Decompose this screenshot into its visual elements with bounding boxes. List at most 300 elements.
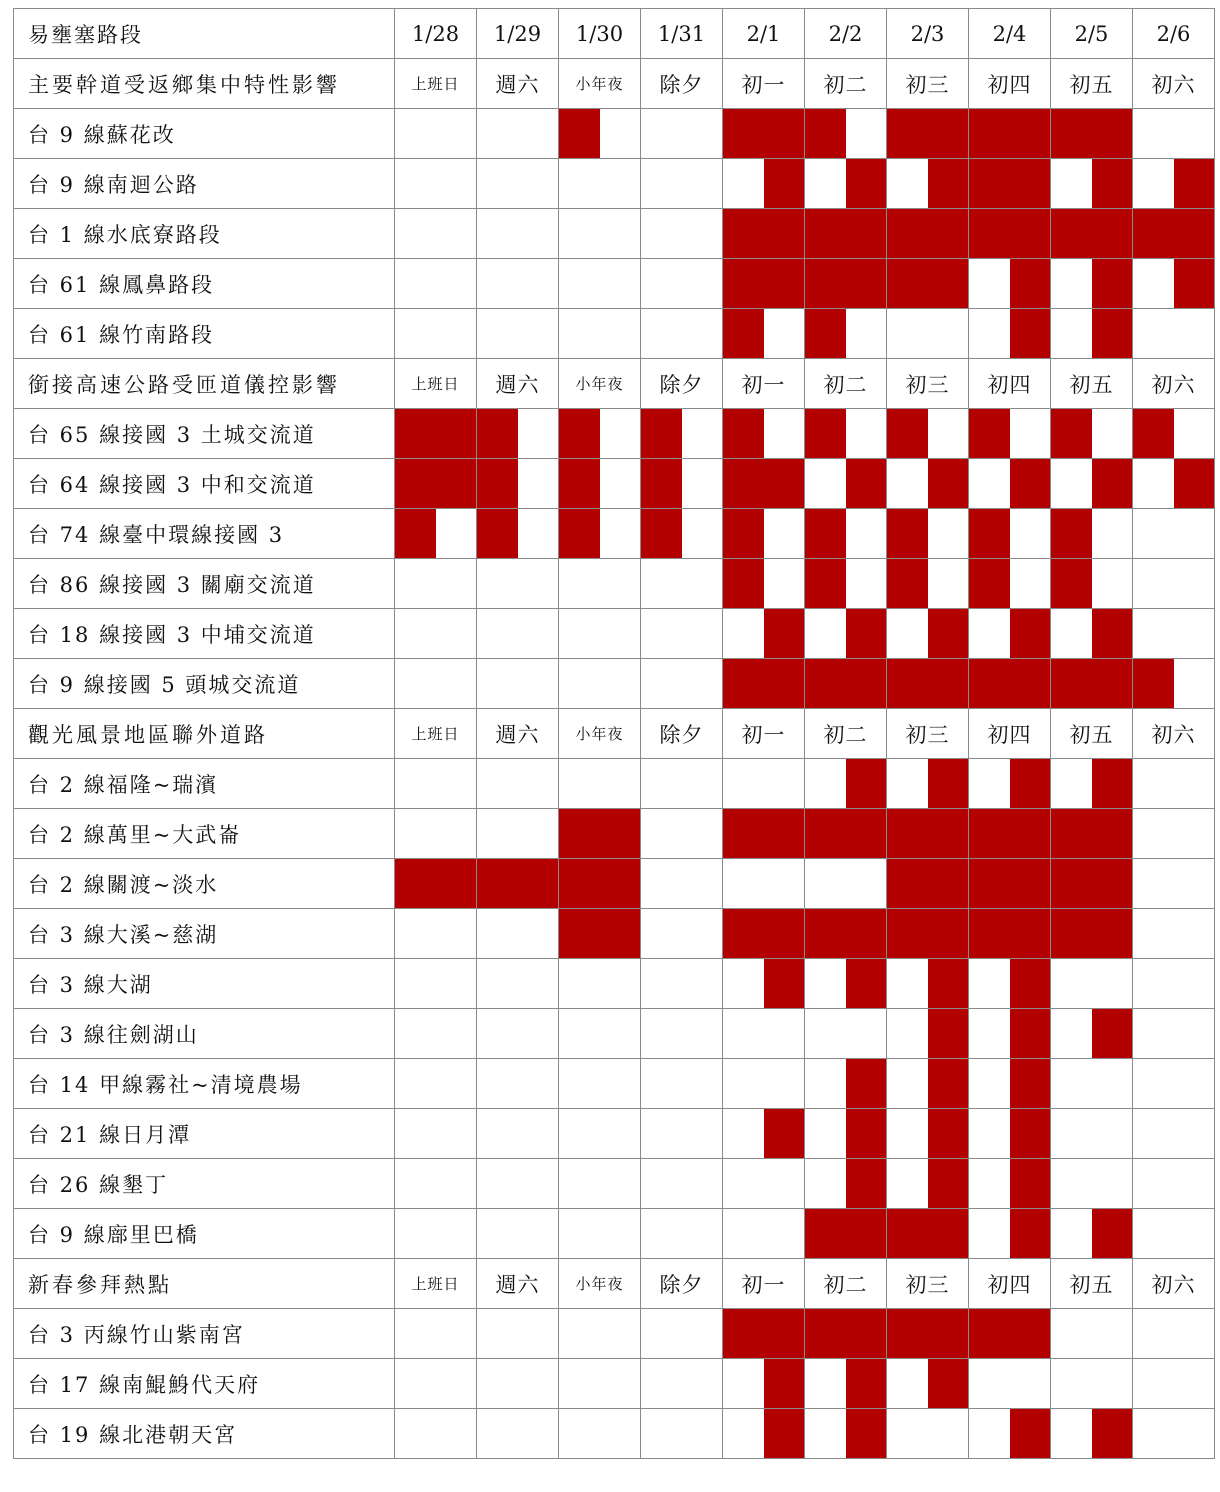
slot-am	[395, 809, 436, 858]
day-label: 初四	[969, 1259, 1051, 1309]
slot-pm	[436, 559, 477, 608]
slot-am	[559, 159, 600, 208]
day-cell	[969, 1059, 1051, 1109]
slot-am	[1051, 1359, 1092, 1408]
slot-pm	[928, 609, 969, 658]
slot-am	[1133, 209, 1174, 258]
slot-pm	[518, 809, 559, 858]
slot-am	[1133, 309, 1174, 358]
day-cell	[1051, 1009, 1133, 1059]
slot-pm	[764, 409, 805, 458]
slot-pm	[846, 1109, 887, 1158]
day-cell	[1133, 209, 1215, 259]
slot-am	[969, 1409, 1010, 1458]
slot-am	[723, 1209, 764, 1258]
slot-pm	[764, 1159, 805, 1208]
slot-pm	[600, 609, 641, 658]
slot-pm	[1174, 459, 1215, 508]
slot-am	[723, 1109, 764, 1158]
slot-am	[559, 559, 600, 608]
day-cell	[477, 1409, 559, 1459]
slot-pm	[1010, 759, 1051, 808]
day-cell	[477, 1159, 559, 1209]
slot-am	[1051, 1009, 1092, 1058]
slot-am	[477, 1309, 518, 1358]
road-row	[14, 859, 1215, 909]
day-cell	[641, 1159, 723, 1209]
slot-pm	[1092, 1209, 1133, 1258]
day-cell	[477, 459, 559, 509]
slot-am	[559, 309, 600, 358]
slot-am	[805, 1309, 846, 1358]
slot-am	[559, 1159, 600, 1208]
slot-am	[395, 559, 436, 608]
day-cell	[395, 909, 477, 959]
slot-pm	[928, 1059, 969, 1108]
slot-pm	[600, 1209, 641, 1258]
day-cell	[887, 1309, 969, 1359]
slot-am	[395, 259, 436, 308]
slot-pm	[600, 759, 641, 808]
slot-am	[887, 859, 928, 908]
day-cell	[805, 609, 887, 659]
slot-pm	[682, 209, 723, 258]
day-label: 初二	[805, 359, 887, 409]
slot-pm	[682, 909, 723, 958]
slot-am	[477, 659, 518, 708]
slot-pm	[518, 1209, 559, 1258]
day-cell	[559, 1309, 641, 1359]
slot-am	[805, 159, 846, 208]
day-cell	[1051, 459, 1133, 509]
slot-am	[723, 259, 764, 308]
day-label: 初三	[887, 59, 969, 109]
day-cell	[477, 1109, 559, 1159]
slot-am	[723, 159, 764, 208]
day-label: 初二	[805, 709, 887, 759]
slot-am	[887, 1409, 928, 1458]
day-cell	[641, 459, 723, 509]
day-cell	[805, 809, 887, 859]
slot-pm	[682, 1159, 723, 1208]
day-cell	[887, 509, 969, 559]
slot-pm	[436, 1359, 477, 1408]
slot-pm	[1010, 1009, 1051, 1058]
slot-pm	[764, 1409, 805, 1458]
slot-am	[969, 809, 1010, 858]
slot-pm	[436, 309, 477, 358]
slot-am	[887, 1209, 928, 1258]
slot-pm	[600, 859, 641, 908]
slot-pm	[1174, 759, 1215, 808]
slot-pm	[928, 209, 969, 258]
slot-pm	[518, 109, 559, 158]
day-cell	[805, 1309, 887, 1359]
slot-pm	[682, 809, 723, 858]
slot-pm	[518, 1109, 559, 1158]
slot-am	[477, 1359, 518, 1408]
slot-pm	[436, 409, 477, 458]
slot-pm	[928, 259, 969, 308]
day-cell	[805, 559, 887, 609]
slot-pm	[846, 909, 887, 958]
slot-pm	[1092, 759, 1133, 808]
day-cell	[887, 1009, 969, 1059]
day-label: 上班日	[395, 59, 477, 109]
slot-pm	[928, 159, 969, 208]
slot-pm	[1010, 609, 1051, 658]
slot-am	[1051, 409, 1092, 458]
slot-am	[723, 1159, 764, 1208]
slot-pm	[846, 859, 887, 908]
slot-am	[1133, 459, 1174, 508]
slot-pm	[1092, 459, 1133, 508]
day-cell	[723, 309, 805, 359]
slot-am	[559, 1209, 600, 1258]
slot-am	[395, 659, 436, 708]
slot-am	[641, 759, 682, 808]
day-cell	[1051, 1159, 1133, 1209]
slot-pm	[1092, 109, 1133, 158]
day-cell	[1051, 409, 1133, 459]
slot-am	[805, 1009, 846, 1058]
day-cell	[395, 1309, 477, 1359]
day-cell	[1051, 509, 1133, 559]
slot-pm	[682, 859, 723, 908]
day-cell	[559, 909, 641, 959]
slot-am	[477, 1109, 518, 1158]
slot-am	[805, 1209, 846, 1258]
slot-am	[641, 959, 682, 1008]
slot-pm	[518, 1009, 559, 1058]
slot-am	[641, 809, 682, 858]
day-cell	[559, 859, 641, 909]
day-label: 初六	[1133, 1259, 1215, 1309]
slot-pm	[1174, 1109, 1215, 1158]
day-cell	[723, 459, 805, 509]
day-cell	[641, 609, 723, 659]
day-cell	[1133, 959, 1215, 1009]
slot-am	[395, 1359, 436, 1408]
day-cell	[887, 1109, 969, 1159]
slot-pm	[846, 559, 887, 608]
slot-am	[477, 909, 518, 958]
slot-pm	[518, 659, 559, 708]
day-cell	[1133, 859, 1215, 909]
slot-pm	[1092, 1109, 1133, 1158]
day-cell	[395, 559, 477, 609]
road-row	[14, 659, 1215, 709]
day-cell	[1051, 109, 1133, 159]
slot-pm	[928, 909, 969, 958]
slot-pm	[682, 1059, 723, 1108]
slot-am	[805, 609, 846, 658]
slot-am	[641, 109, 682, 158]
day-cell	[641, 859, 723, 909]
slot-pm	[1174, 509, 1215, 558]
table-body	[14, 9, 1215, 1459]
day-cell	[641, 909, 723, 959]
slot-pm	[1010, 909, 1051, 958]
day-cell	[723, 759, 805, 809]
slot-pm	[1174, 959, 1215, 1008]
date-header: 2/3	[887, 9, 969, 59]
day-cell	[969, 1159, 1051, 1209]
slot-pm	[436, 459, 477, 508]
slot-am	[395, 109, 436, 158]
slot-am	[805, 109, 846, 158]
slot-pm	[1010, 259, 1051, 308]
slot-am	[805, 559, 846, 608]
slot-pm	[600, 959, 641, 1008]
slot-pm	[600, 509, 641, 558]
day-cell	[969, 159, 1051, 209]
day-cell	[641, 1209, 723, 1259]
section-header-row	[14, 709, 1215, 759]
day-cell	[1051, 659, 1133, 709]
slot-am	[805, 909, 846, 958]
slot-am	[805, 1409, 846, 1458]
day-cell	[559, 459, 641, 509]
slot-am	[641, 609, 682, 658]
day-cell	[395, 509, 477, 559]
slot-am	[805, 859, 846, 908]
slot-pm	[682, 459, 723, 508]
slot-pm	[1010, 309, 1051, 358]
day-cell	[1133, 509, 1215, 559]
slot-am	[559, 409, 600, 458]
slot-am	[395, 859, 436, 908]
slot-pm	[1174, 609, 1215, 658]
slot-am	[559, 859, 600, 908]
slot-am	[641, 909, 682, 958]
slot-am	[1051, 909, 1092, 958]
road-name: 台 65 線接國 3 土城交流道	[14, 409, 395, 459]
slot-pm	[846, 1409, 887, 1458]
slot-am	[969, 459, 1010, 508]
slot-pm	[928, 1009, 969, 1058]
slot-am	[1133, 1309, 1174, 1358]
day-cell	[805, 1159, 887, 1209]
slot-pm	[764, 859, 805, 908]
day-cell	[1133, 1359, 1215, 1409]
slot-am	[1133, 609, 1174, 658]
slot-am	[477, 1159, 518, 1208]
slot-am	[1051, 459, 1092, 508]
slot-am	[805, 1059, 846, 1108]
day-cell	[641, 759, 723, 809]
section-header-row	[14, 359, 1215, 409]
slot-pm	[600, 209, 641, 258]
day-cell	[477, 1309, 559, 1359]
day-cell	[559, 759, 641, 809]
day-cell	[805, 659, 887, 709]
slot-pm	[682, 1109, 723, 1158]
slot-am	[1133, 1009, 1174, 1058]
slot-pm	[518, 859, 559, 908]
day-label: 初一	[723, 59, 805, 109]
day-cell	[723, 909, 805, 959]
day-cell	[1133, 1309, 1215, 1359]
slot-am	[395, 409, 436, 458]
slot-am	[1051, 209, 1092, 258]
day-cell	[969, 459, 1051, 509]
day-cell	[559, 609, 641, 659]
slot-pm	[682, 1309, 723, 1358]
day-label: 週六	[477, 59, 559, 109]
slot-am	[641, 1309, 682, 1358]
day-cell	[723, 1409, 805, 1459]
slot-am	[1133, 1109, 1174, 1158]
slot-pm	[600, 1309, 641, 1358]
slot-am	[805, 759, 846, 808]
slot-am	[969, 659, 1010, 708]
day-cell	[395, 259, 477, 309]
day-cell	[887, 1159, 969, 1209]
day-label: 初四	[969, 59, 1051, 109]
slot-am	[805, 809, 846, 858]
slot-pm	[1174, 1309, 1215, 1358]
day-cell	[1133, 1209, 1215, 1259]
slot-pm	[1010, 559, 1051, 608]
slot-pm	[518, 959, 559, 1008]
day-cell	[969, 309, 1051, 359]
slot-pm	[518, 1059, 559, 1108]
slot-am	[559, 459, 600, 508]
slot-am	[395, 959, 436, 1008]
slot-pm	[846, 659, 887, 708]
slot-pm	[436, 109, 477, 158]
section-title: 主要幹道受返鄉集中特性影響	[14, 59, 395, 109]
slot-pm	[600, 1409, 641, 1458]
day-cell	[1051, 959, 1133, 1009]
day-cell	[1051, 1409, 1133, 1459]
road-name: 台 19 線北港朝天宮	[14, 1409, 395, 1459]
slot-am	[805, 309, 846, 358]
slot-pm	[846, 259, 887, 308]
day-cell	[395, 309, 477, 359]
slot-pm	[1174, 909, 1215, 958]
slot-pm	[436, 1209, 477, 1258]
date-header: 1/31	[641, 9, 723, 59]
slot-am	[723, 559, 764, 608]
day-cell	[395, 409, 477, 459]
day-cell	[969, 1009, 1051, 1059]
slot-pm	[846, 509, 887, 558]
slot-am	[723, 509, 764, 558]
slot-pm	[600, 259, 641, 308]
slot-am	[559, 759, 600, 808]
slot-pm	[436, 209, 477, 258]
day-cell	[1051, 259, 1133, 309]
slot-am	[723, 1409, 764, 1458]
day-label: 初三	[887, 709, 969, 759]
slot-am	[641, 559, 682, 608]
slot-pm	[518, 609, 559, 658]
day-cell	[395, 1109, 477, 1159]
day-cell	[1051, 909, 1133, 959]
slot-am	[395, 1109, 436, 1158]
slot-pm	[1092, 159, 1133, 208]
slot-am	[559, 1359, 600, 1408]
day-cell	[723, 1009, 805, 1059]
slot-pm	[1010, 1109, 1051, 1158]
congestion-schedule-table	[13, 8, 1215, 1459]
day-label: 初五	[1051, 59, 1133, 109]
day-cell	[1133, 309, 1215, 359]
slot-pm	[846, 759, 887, 808]
day-cell	[559, 159, 641, 209]
day-cell	[395, 1159, 477, 1209]
day-cell	[477, 909, 559, 959]
day-cell	[395, 209, 477, 259]
slot-pm	[1092, 859, 1133, 908]
road-name: 台 14 甲線霧社~清境農場	[14, 1059, 395, 1109]
slot-am	[477, 1059, 518, 1108]
slot-am	[805, 459, 846, 508]
slot-am	[1051, 309, 1092, 358]
slot-am	[969, 1009, 1010, 1058]
slot-pm	[846, 109, 887, 158]
day-cell	[559, 209, 641, 259]
slot-am	[1051, 1159, 1092, 1208]
day-cell	[395, 159, 477, 209]
date-header: 2/6	[1133, 9, 1215, 59]
day-cell	[805, 1359, 887, 1409]
slot-pm	[600, 459, 641, 508]
day-cell	[887, 659, 969, 709]
day-cell	[887, 259, 969, 309]
day-cell	[969, 1359, 1051, 1409]
slot-pm	[764, 1309, 805, 1358]
day-cell	[805, 909, 887, 959]
day-cell	[887, 109, 969, 159]
slot-pm	[1010, 1409, 1051, 1458]
slot-am	[395, 1159, 436, 1208]
slot-pm	[846, 1309, 887, 1358]
day-label: 初三	[887, 359, 969, 409]
slot-pm	[518, 1359, 559, 1408]
road-row	[14, 809, 1215, 859]
road-name: 台 3 丙線竹山紫南宮	[14, 1309, 395, 1359]
day-cell	[723, 1309, 805, 1359]
slot-pm	[518, 1159, 559, 1208]
slot-am	[805, 209, 846, 258]
slot-am	[559, 259, 600, 308]
slot-pm	[682, 959, 723, 1008]
slot-am	[1051, 1059, 1092, 1108]
day-cell	[969, 859, 1051, 909]
road-name: 台 2 線萬里~大武崙	[14, 809, 395, 859]
day-cell	[477, 259, 559, 309]
day-label: 週六	[477, 709, 559, 759]
day-cell	[641, 309, 723, 359]
slot-pm	[600, 1109, 641, 1158]
road-name: 台 21 線日月潭	[14, 1109, 395, 1159]
slot-am	[723, 909, 764, 958]
slot-am	[969, 159, 1010, 208]
header-label: 易壅塞路段	[14, 9, 395, 59]
day-cell	[723, 609, 805, 659]
day-cell	[1133, 759, 1215, 809]
slot-am	[887, 459, 928, 508]
day-label: 初四	[969, 709, 1051, 759]
slot-am	[641, 259, 682, 308]
slot-pm	[1010, 1209, 1051, 1258]
day-cell	[477, 509, 559, 559]
slot-am	[887, 209, 928, 258]
slot-pm	[436, 1159, 477, 1208]
